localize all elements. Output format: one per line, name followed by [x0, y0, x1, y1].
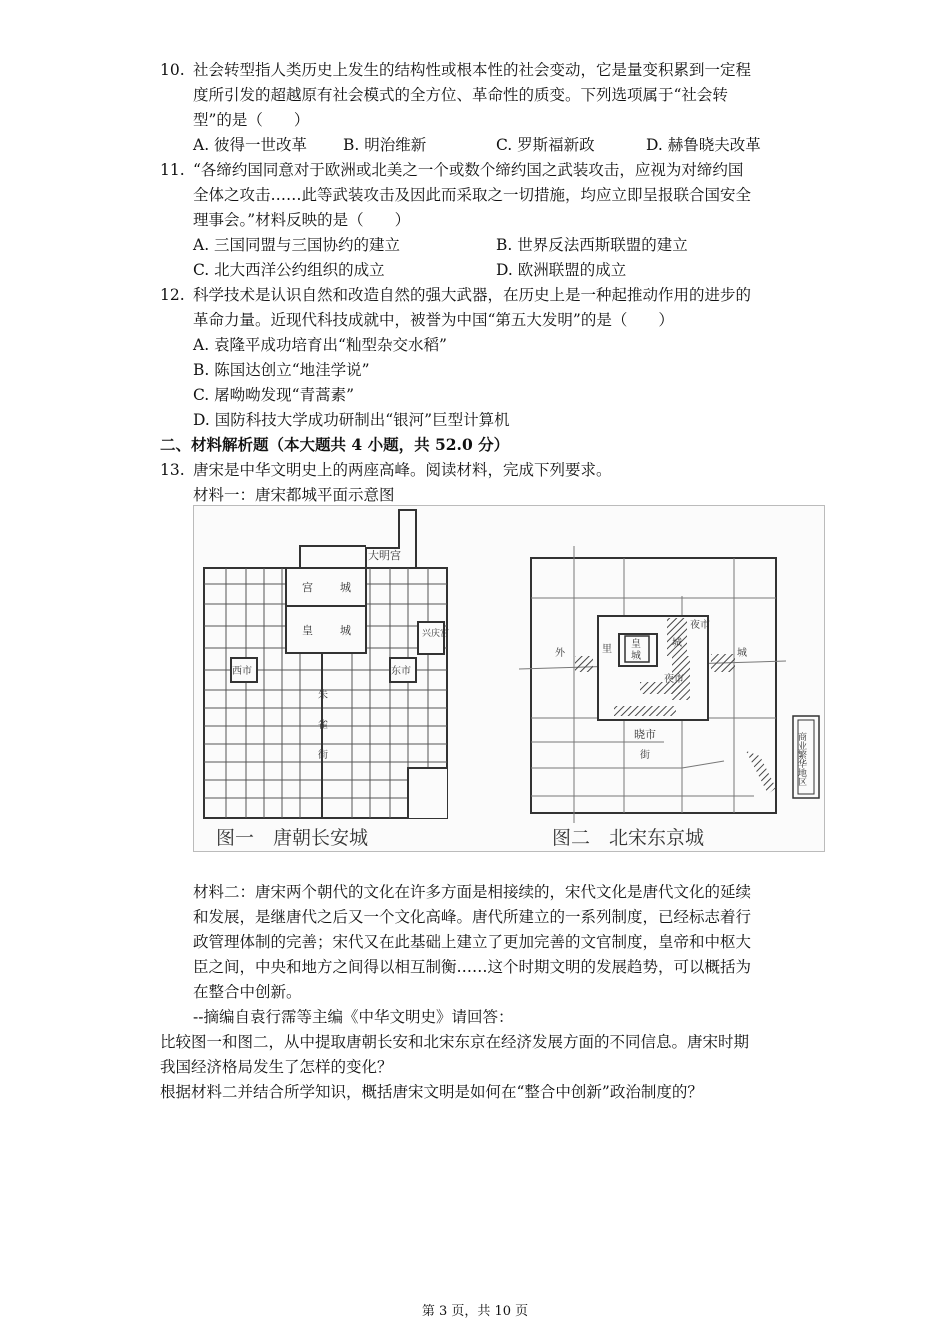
question-10-option-b: B. 明治维新 — [343, 136, 427, 154]
label-xingqing-palace: 兴庆宫 — [422, 629, 450, 639]
label-wai: 外 — [555, 648, 565, 659]
label-night-market-2: 夜市 — [664, 674, 684, 685]
material-2-line-5: 在整合中创新。 — [193, 983, 302, 1001]
question-13-sub-1-line-2: 我国经济格局发生了怎样的变化？ — [160, 1058, 393, 1076]
material-2-line-3: 政管理体制的完善；宋代又在此基础上建立了更加完善的文官制度，皇帝和中枢大 — [193, 933, 752, 951]
label-zhu: 朱 — [318, 690, 328, 701]
question-11-number: 11. — [160, 161, 185, 179]
question-12-option-a: A. 袁隆平成功培育出“籼型杂交水稻” — [193, 336, 447, 354]
question-11-option-c: C. 北大西洋公约组织的成立 — [193, 261, 385, 279]
question-13-number: 13. — [160, 461, 185, 479]
figure-2-caption: 图二 北宋东京城 — [552, 827, 705, 849]
material-2-line-1: 材料二：唐宋两个朝代的文化在许多方面是相接续的，宋代文化是唐代文化的延续 — [193, 883, 752, 901]
label-que: 雀 — [318, 720, 328, 731]
label-cheng-outer: 城 — [737, 648, 747, 659]
label-cheng-inner: 城 — [672, 638, 682, 649]
question-11-option-a: A. 三国同盟与三国协约的建立 — [193, 236, 401, 254]
material-2-source: --摘编自袁行霈等主编《中华文明史》请回答： — [193, 1008, 514, 1026]
label-cheng-2: 城 — [340, 624, 351, 637]
label-huang-song: 皇 — [631, 639, 641, 650]
question-12-text-line-1: 科学技术是认识自然和改造自然的强大武器，在历史上是一种起推动作用的进步的 — [193, 286, 752, 304]
question-10-text-line-2: 度所引发的超越原有社会模式的全方位、革命性的质变。下列选项属于“社会转 — [193, 86, 728, 104]
legend-commercial-area: 商业繁华地区 — [796, 732, 806, 786]
label-huang: 皇 — [302, 624, 313, 637]
page-number-footer: 第 3 页，共 10 页 — [421, 1304, 529, 1319]
label-cheng-song: 城 — [631, 651, 641, 662]
label-cheng-1: 城 — [340, 581, 351, 594]
question-13-intro: 唐宋是中华文明史上的两座高峰。阅读材料，完成下列要求。 — [193, 461, 612, 479]
label-daming-palace: 大明宫 — [368, 549, 401, 562]
label-west-market: 西市 — [232, 666, 252, 677]
question-11-text-line-1: “各缔约国同意对于欧洲或北美之一个或数个缔约国之武装攻击，应视为对缔约国 — [193, 161, 744, 179]
label-gong: 宫 — [302, 581, 313, 594]
question-13-sub-1-line-1: 比较图一和图二，从中提取唐朝长安和北宋东京在经济发展方面的不同信息。唐宋时期 — [160, 1033, 750, 1051]
label-east-market: 东市 — [391, 666, 411, 677]
material-2-line-4: 臣之间，中央和地方之间得以相互制衡……这个时期文明的发展趋势，可以概括为 — [193, 958, 752, 976]
tang-changan-map — [204, 510, 449, 849]
label-jie: 街 — [318, 750, 328, 761]
question-11-option-d: D. 欧洲联盟的成立 — [496, 261, 627, 279]
label-morning-market: 晓市 — [634, 728, 656, 741]
question-10-option-d: D. 赫鲁晓夫改革 — [646, 136, 761, 154]
question-12-number: 12. — [160, 286, 185, 304]
figure-1-caption: 图一 唐朝长安城 — [216, 827, 369, 849]
question-11-option-b: B. 世界反法西斯联盟的建立 — [496, 236, 688, 254]
question-11-text-line-2: 全体之攻击……此等武装攻击及因此而采取之一切措施，均应立即呈报联合国安全 — [193, 186, 752, 204]
question-10-option-c: C. 罗斯福新政 — [496, 136, 595, 154]
question-10-text-line-1: 社会转型指人类历史上发生的结构性或根本性的社会变动，它是量变积累到一定程 — [193, 61, 752, 79]
question-10-number: 10. — [160, 61, 185, 79]
label-li: 里 — [602, 644, 612, 655]
capital-city-maps-figure — [193, 505, 825, 852]
question-10-option-a: A. 彼得一世改革 — [193, 136, 308, 154]
section-2-heading: 二、材料解析题（本大题共 4 小题，共 52.0 分） — [160, 435, 510, 454]
question-13-sub-2: 根据材料二并结合所学知识，概括唐宋文明是如何在“整合中创新”政治制度的？ — [160, 1083, 703, 1101]
question-11-text-line-3: 理事会。”材料反映的是（ ） — [193, 211, 411, 229]
label-night-market-1: 夜市 — [690, 620, 710, 631]
question-12-option-c: C. 屠呦呦发现“青蒿素” — [193, 386, 355, 404]
question-12-option-b: B. 陈国达创立“地洼学说” — [193, 361, 370, 379]
label-jie-song: 街 — [640, 750, 650, 761]
song-dongjing-map — [519, 546, 819, 849]
material-1-title: 材料一：唐宋都城平面示意图 — [193, 486, 395, 504]
question-12-text-line-2: 革命力量。近现代科技成就中，被誉为中国“第五大发明”的是（ ） — [193, 311, 674, 329]
question-10-text-line-3: 型”的是（ ） — [193, 111, 310, 129]
question-12-option-d: D. 国防科技大学成功研制出“银河”巨型计算机 — [193, 411, 510, 429]
material-2-line-2: 和发展，是继唐代之后又一个文化高峰。唐代所建立的一系列制度，已经标志着行 — [193, 908, 752, 926]
